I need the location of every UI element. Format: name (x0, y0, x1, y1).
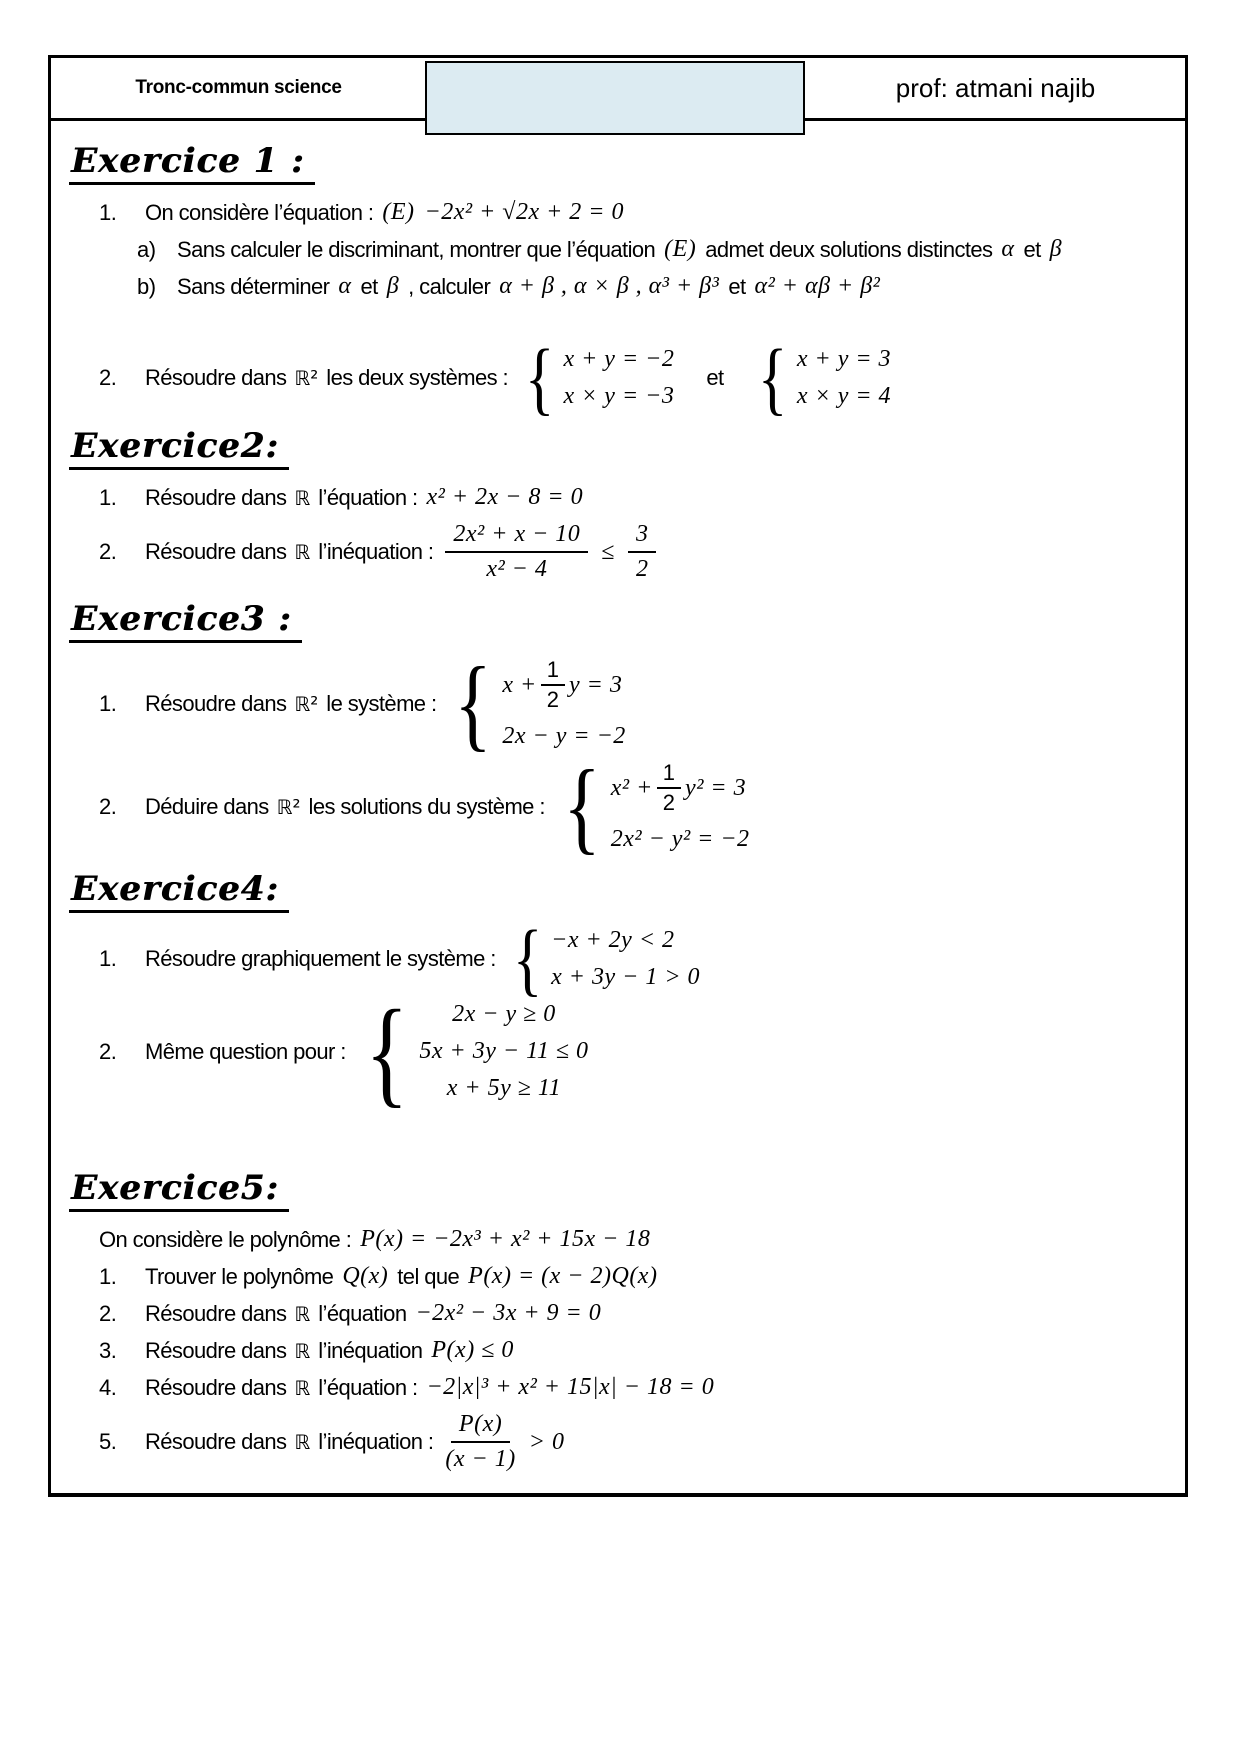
professor-name: prof: atmani najib (895, 72, 1096, 103)
item-text: et (706, 365, 724, 390)
item-number: 2. (99, 365, 117, 390)
real-set-symbol: ℝ (294, 1375, 311, 1400)
system-inequality: x + 3y − 1 > 0 (551, 964, 701, 990)
item-text: et (1023, 236, 1041, 262)
exercise-5-item-3 (99, 1337, 1167, 1364)
exercise-2-section (65, 420, 1167, 583)
system-inequality: 5x + 3y − 11 ≤ 0 (419, 1038, 589, 1064)
item-text: l’équation : (318, 1374, 418, 1400)
system-equation: x + y = −2 (563, 346, 675, 372)
item-text: Sans déterminer (177, 273, 330, 299)
math-expression: α (1001, 236, 1015, 262)
item-number: 2. (99, 1300, 117, 1326)
fraction (657, 760, 681, 816)
system-equation: 2x² − y² = −2 (610, 826, 750, 852)
math-expression: −2|x|³ + x² + 15|x| − 18 = 0 (426, 1374, 715, 1400)
exercise-2-item-2 (99, 521, 1167, 583)
math-expression: (E) (664, 236, 697, 262)
item-text: tel que (397, 1263, 460, 1289)
system-equation-part: x² + (610, 774, 653, 801)
item-text: Résoudre dans (145, 539, 287, 564)
math-expression: P(x) = (x − 2)Q(x) (468, 1263, 658, 1289)
real-set-symbol: ℝ (294, 1301, 311, 1326)
system-equation: x × y = 4 (796, 383, 892, 409)
exercise-1-item-a (137, 236, 1167, 263)
item-number: 1. (99, 1263, 117, 1289)
item-text: , calculer (408, 273, 491, 299)
fraction-denominator: 2 (635, 556, 649, 582)
item-text: admet deux solutions distinctes (705, 236, 993, 262)
exercise-2-title: Exercice2: (69, 426, 289, 470)
item-text: et (360, 273, 378, 299)
item-text: l’inéquation (318, 1337, 423, 1363)
item-text: Résoudre dans (145, 484, 287, 510)
item-number: 3. (99, 1337, 117, 1363)
exercise-1-title: Exercice 1 : (69, 141, 315, 185)
system-equation: x + y = 3 (796, 346, 892, 372)
math-expression: (E) (382, 199, 415, 225)
fraction-numerator: 1 (541, 657, 565, 686)
equation-system: { x + y = 3 x × y = 4 (758, 332, 892, 423)
real-set-symbol: ℝ (294, 1338, 311, 1363)
item-number: 4. (99, 1374, 117, 1400)
item-text: On considère le polynôme : (99, 1226, 352, 1252)
item-text: Même question pour : (145, 1038, 346, 1064)
real-set-symbol: ℝ² (276, 794, 301, 819)
math-expression: β (1049, 236, 1063, 262)
exercise-4-section (65, 863, 1167, 1118)
math-expression: α (338, 273, 352, 299)
item-text: Résoudre dans (145, 1429, 287, 1454)
fraction-numerator: 3 (628, 521, 657, 553)
item-text: Trouver le polynôme (145, 1263, 334, 1289)
exercise-5-item-2 (99, 1300, 1167, 1327)
item-text: l’inéquation : (318, 1429, 434, 1454)
item-text: Résoudre dans (145, 365, 287, 390)
item-text: et (728, 273, 746, 299)
header-right-cell (806, 58, 1185, 118)
math-expression: α + β , α × β , α³ + β³ (499, 273, 720, 299)
exercise-2-item-1 (99, 484, 1167, 511)
exercise-5-item-1 (99, 1263, 1167, 1290)
item-text: l’inéquation : (318, 539, 434, 564)
fraction (628, 521, 657, 583)
fraction-denominator: x² − 4 (486, 556, 548, 582)
item-number: 2. (99, 539, 117, 564)
item-text: les deux systèmes : (326, 365, 509, 390)
exercise-3-item-1 (99, 645, 1167, 761)
exercise-5-title: Exercice5: (69, 1168, 289, 1212)
exercise-1-item-b (137, 273, 1167, 300)
header-left-cell (51, 58, 426, 118)
exercise-1-item-1 (99, 199, 1167, 226)
real-set-symbol: ℝ (294, 1430, 311, 1454)
exercise-1-section (65, 135, 1167, 423)
exercise-4-title: Exercice4: (69, 869, 289, 913)
item-text: Résoudre dans (145, 1374, 287, 1400)
math-expression: Q(x) (342, 1263, 389, 1289)
item-number: 5. (99, 1429, 117, 1454)
item-text: Résoudre dans (145, 1300, 287, 1326)
fraction-numerator: 2x² + x − 10 (445, 521, 588, 553)
inequality-system: { 2x − y ≥ 0 5x + 3y − 11 ≤ 0 x + 5y ≥ 11 (364, 984, 589, 1118)
item-text: Résoudre dans (145, 1337, 287, 1363)
item-number: 1. (99, 690, 117, 716)
exercise-3-section (65, 593, 1167, 864)
fraction-denominator: 2 (662, 790, 676, 815)
inequality-system: { −x + 2y < 2 x + 3y − 1 > 0 (512, 913, 701, 1004)
system-inequality: −x + 2y < 2 (551, 927, 675, 953)
item-text: On considère l’équation : (145, 199, 374, 225)
document (48, 55, 1188, 1497)
item-number: 2. (99, 793, 117, 819)
exercise-1-item-2 (99, 332, 1167, 423)
item-text: l’équation : (318, 484, 418, 510)
item-text: Résoudre dans (145, 690, 287, 716)
real-set-symbol: ℝ² (294, 691, 319, 716)
item-text: Déduire dans (145, 793, 269, 819)
exercise-5-item-4 (99, 1374, 1167, 1401)
item-text: les solutions du système : (308, 793, 545, 819)
exercise-5-section (65, 1162, 1167, 1473)
fraction-numerator: P(x) (451, 1411, 510, 1443)
item-text: l’équation (318, 1300, 407, 1326)
exercise-3-title: Exercice3 : (69, 599, 302, 643)
equation-system: { x + y = −2 x × y = −3 (524, 332, 675, 423)
real-set-symbol: ℝ (294, 485, 311, 510)
system-equation-part: x + (502, 671, 537, 698)
fraction (445, 521, 588, 583)
system-inequality: x + 5y ≥ 11 (446, 1075, 562, 1101)
math-expression: P(x) = −2x³ + x² + 15x − 18 (360, 1226, 651, 1252)
fraction-numerator: 1 (657, 760, 681, 789)
system-inequality: 2x − y ≥ 0 (452, 1001, 556, 1027)
item-text: Sans calculer le discriminant, montrer que l’équation (177, 236, 656, 262)
system-equation: x × y = −3 (563, 383, 675, 409)
math-expression: β (386, 273, 400, 299)
item-number: 1. (99, 484, 117, 510)
math-expression: > 0 (528, 1428, 565, 1455)
header (48, 55, 1188, 121)
fraction-denominator: 2 (546, 687, 559, 712)
fraction (541, 657, 565, 713)
fraction (445, 1411, 515, 1473)
exercise-5-intro (95, 1226, 1167, 1253)
exercise-4-item-2 (99, 984, 1167, 1118)
math-expression: −2x² + √2x + 2 = 0 (424, 199, 624, 225)
real-set-symbol: ℝ (294, 540, 311, 564)
math-expression: P(x) ≤ 0 (431, 1337, 514, 1363)
math-expression: α² + αβ + β² (754, 273, 881, 299)
equation-system: { x + $\frac{1}{2}$ y = 3 2x − y = −2 (454, 645, 626, 761)
item-number: 1. (99, 946, 117, 971)
real-set-symbol: ℝ² (294, 366, 319, 390)
item-number: a) (137, 236, 156, 262)
exercise-5-item-5 (99, 1411, 1167, 1473)
system-equation-part: y = 3 (568, 671, 623, 698)
item-text: Résoudre graphiquement le système : (145, 946, 496, 971)
item-number: 1. (99, 199, 117, 225)
document-body (48, 121, 1188, 1497)
equation-system: { x² + $\frac{1}{2}$ y² = 3 2x² − y² = −2 (563, 748, 750, 864)
course-level-title: Tronc-commun science (135, 77, 342, 98)
system-equation-part: y² = 3 (685, 774, 747, 801)
exercise-4-item-1 (99, 913, 1167, 1004)
fraction-denominator: (x − 1) (445, 1446, 516, 1472)
exercise-3-item-2 (99, 748, 1167, 864)
inequality-operator: ≤ (601, 538, 615, 565)
item-text: le système : (326, 690, 437, 716)
item-number: b) (137, 273, 156, 299)
header-course-box (425, 61, 805, 135)
math-expression: x² + 2x − 8 = 0 (426, 484, 584, 510)
item-number: 2. (99, 1038, 117, 1064)
math-expression: −2x² − 3x + 9 = 0 (415, 1300, 602, 1326)
system-equation: 2x − y = −2 (502, 723, 626, 749)
